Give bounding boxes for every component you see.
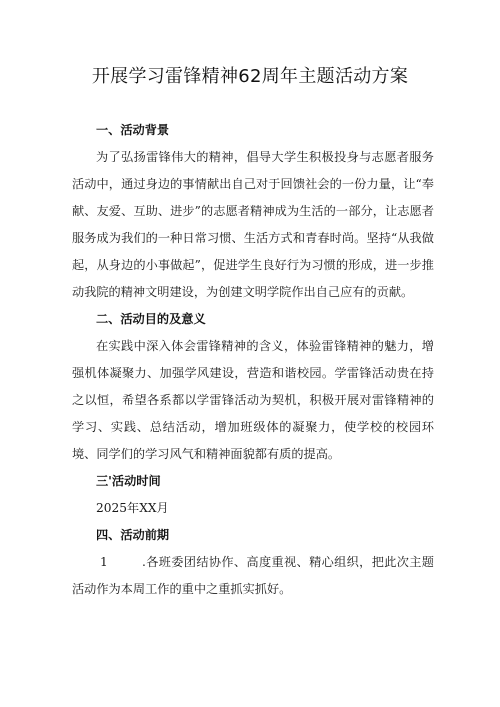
section-heading-purpose: 二、活动目的及意义 [96, 312, 206, 326]
list-item-number: 1 [100, 555, 108, 569]
section-paragraph-background: 为了弘扬雷锋伟大的精神，倡导大学生积极投身与志愿者服务活动中，通过身边的事情献出自己对于回馈社会的一份力量，让“奉献、友爱、互助、进步”的志愿者精神成为生活的一部分，让志愿者服务成为我们的一种日常习惯、生活方式和青春时尚。坚持“从我做起，从身边的小事做起”，促进学生良好行为习惯的形成，进一步推动我院的精神文明建设，为创建文明学院作出自己应有的贡献。 [72, 150, 434, 299]
section-heading-time: 三'活动时间 [96, 474, 161, 488]
section-paragraph-purpose: 在实践中深入体会雷锋精神的含义，体验雷锋精神的魅力，增强机体凝聚力、加强学风建设，营造和谐校园。学雷锋活动贵在持之以恒，希望各系都以学雷锋活动为契机，积极开展对雷锋精神的学习、实践、总结活动，增加班级体的凝聚力，使学校的校园环境、同学们的学习风气和精神面貌都有质的提高。 [72, 339, 434, 461]
section-heading-background: 一、活动背景 [96, 123, 170, 137]
list-item-text: .各班委团结协作、高度重视、精心组织，把此次主题活动作为本周工作的重中之重抓实抓好。 [72, 555, 434, 596]
list-item [72, 549, 434, 603]
document-title: 开展学习雷锋精神62周年主题活动方案 [91, 66, 409, 87]
section-paragraph-time: 2025年XX月 [96, 501, 169, 515]
section-heading-preparation: 四、活动前期 [96, 528, 170, 542]
document-body [72, 117, 434, 603]
